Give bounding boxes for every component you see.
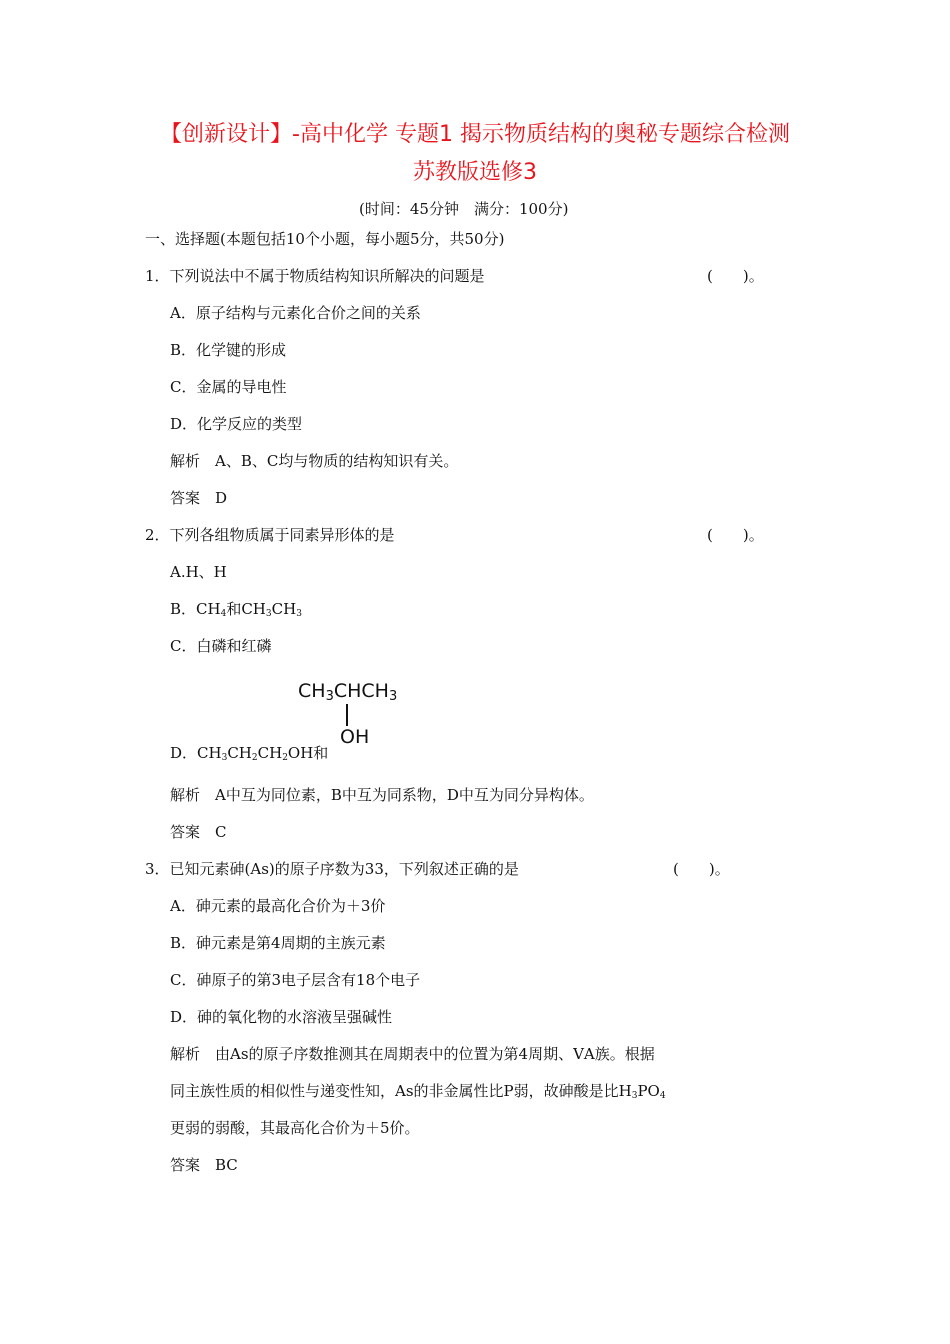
q2-option-c: C．白磷和红磷 [170,637,272,655]
q1-option-a: A．原子结构与元素化合价之间的关系 [170,304,421,322]
q2-option-a: A.H、H [170,563,227,581]
q2-answer: 答案 C [170,823,227,841]
q1-answer-paren: ( )。 [707,267,764,285]
structure-bond-line [346,704,348,726]
document-title-line2: 苏教版选修3 [413,160,537,185]
q3-option-d: D．砷的氧化物的水溶液呈强碱性 [170,1008,393,1026]
q2-answer-paren: ( )。 [707,526,764,544]
q3-option-a: A．砷元素的最高化合价为＋3价 [170,897,386,915]
q1-option-b: B．化学键的形成 [170,341,287,359]
q1-option-c: C．金属的导电性 [170,378,287,396]
section-heading: 一、选择题(本题包括10个小题，每小题5分，共50分) [145,230,505,248]
structure-hydroxyl: OH [340,726,370,748]
q2-analysis: 解析 A中互为同位素，B中互为同系物，D中互为同分异构体。 [170,786,594,804]
q2-option-d: D．$CH_3CH_2CH_2OH$和 [170,744,329,763]
q3-analysis-line1: 解析 由As的原子序数推测其在周期表中的位置为第4周期、ⅤA族。根据 [170,1045,655,1063]
q3-analysis-line2: 同主族性质的相似性与递变性知，As的非金属性比P弱，故砷酸是比$H_3PO_4$ [170,1082,666,1101]
q1-analysis: 解析 A、B、C均与物质的结构知识有关。 [170,452,459,470]
q3-answer: 答案 BC [170,1156,238,1174]
q3-stem: 3．已知元素砷(As)的原子序数为33，下列叙述正确的是 [145,860,519,878]
q2-option-b: B．$CH_4$和$CH_3CH_3$ [170,600,302,619]
q1-answer: 答案 D [170,489,228,507]
exam-meta: (时间：45分钟 满分：100分) [359,200,569,218]
structure-main-chain: CH3CHCH3 [298,680,398,704]
document-title-line1: 【创新设计】-高中化学 专题1 揭示物质结构的奥秘专题综合检测 [160,122,790,147]
q3-answer-paren: ( )。 [673,860,730,878]
q3-analysis-line3: 更弱的弱酸，其最高化合价为＋5价。 [170,1119,420,1137]
q1-stem: 1．下列说法中不属于物质结构知识所解决的问题是 [145,267,485,285]
q2-stem: 2．下列各组物质属于同素异形体的是 [145,526,395,544]
q1-option-d: D．化学反应的类型 [170,415,303,433]
q3-option-c: C．砷原子的第3电子层含有18个电子 [170,971,421,989]
q3-option-b: B．砷元素是第4周期的主族元素 [170,934,386,952]
